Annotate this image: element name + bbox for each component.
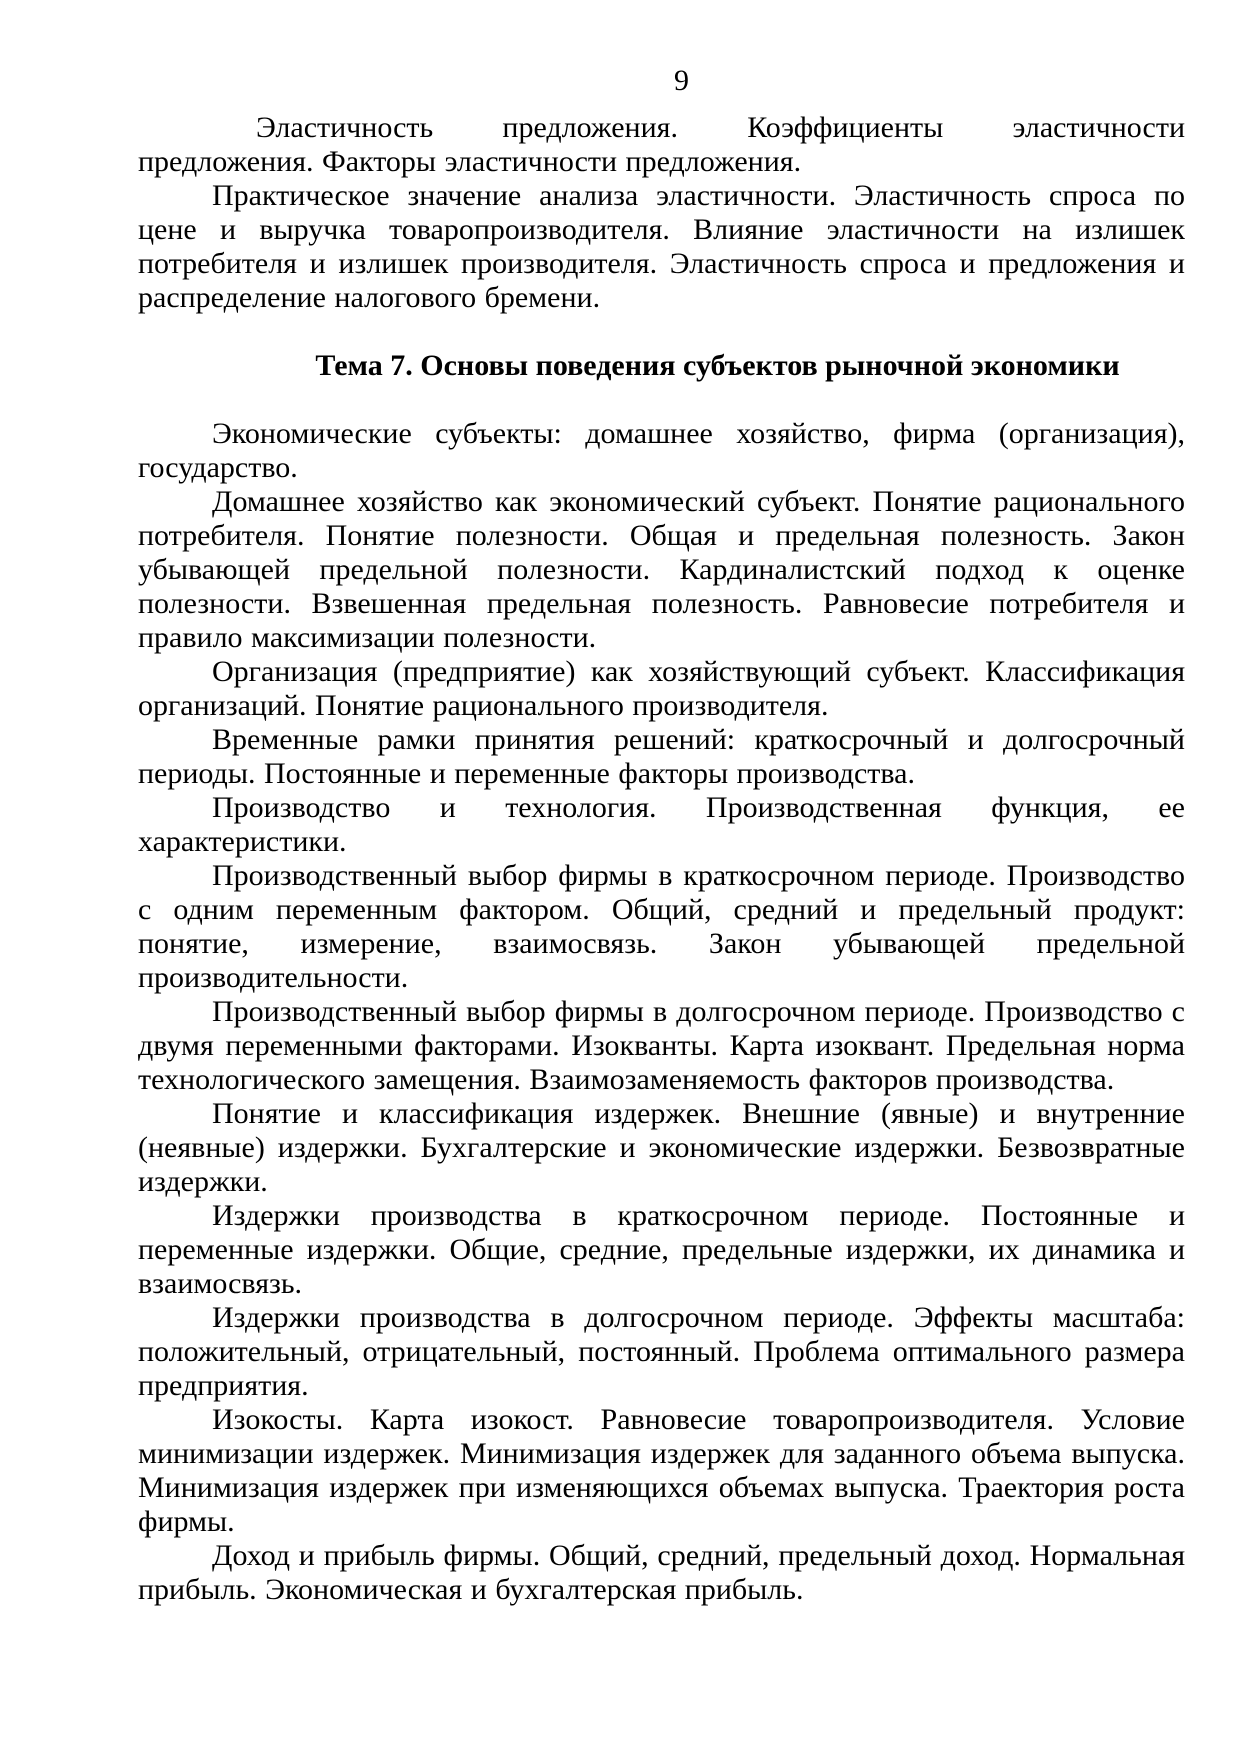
section-heading: Тема 7. Основы поведения субъектов рыночной экономики xyxy=(315,349,1120,382)
paragraph: Домашнее хозяйство как экономический субъект. Понятие рационального потребителя. Понятие полезности. Общая и предельная полезность. Закон убывающей предельной полезности. Кардиналистский подход к оценке полезности. Взвешенная предельная полезность. Равновесие потребителя и правило максимизации полезности. xyxy=(138,485,1185,654)
paragraph: Издержки производства в долгосрочном периоде. Эффекты масштаба: положительный, отрицательный, постоянный. Проблема оптимального размера предприятия. xyxy=(138,1301,1185,1402)
paragraph: Производство и технология. Производственная функция, ее характеристики. xyxy=(138,791,1185,858)
paragraph: Практическое значение анализа эластичности. Эластичность спроса по цене и выручка товаропроизводителя. Влияние эластичности на излишек потребителя и излишек производителя. Эластичность спроса и предложения и распределение налогового бремени. xyxy=(138,179,1185,314)
paragraph: Понятие и классификация издержек. Внешние (явные) и внутренние (неявные) издержки. Бухгалтерские и экономические издержки. Безвозвратные издержки. xyxy=(138,1097,1185,1198)
paragraph: Издержки производства в краткосрочном периоде. Постоянные и переменные издержки. Общие, средние, предельные издержки, их динамика и взаимосвязь. xyxy=(138,1199,1185,1300)
paragraph: Временные рамки принятия решений: краткосрочный и долгосрочный периоды. Постоянные и переменные факторы производства. xyxy=(138,723,1185,790)
paragraph: Доход и прибыль фирмы. Общий, средний, предельный доход. Нормальная прибыль. Экономическая и бухгалтерская прибыль. xyxy=(138,1539,1185,1606)
paragraph: Организация (предприятие) как хозяйствующий субъект. Классификация организаций. Понятие рационального производителя. xyxy=(138,655,1185,722)
paragraph: Эластичность предложения. Коэффициенты эластичности предложения. Факторы эластичности предложения. xyxy=(138,111,1185,178)
paragraph: Изокосты. Карта изокост. Равновесие товаропроизводителя. Условие минимизации издержек. Минимизация издержек для заданного объема выпуска. Минимизация издержек при изменяющихся объемах выпуска. Траектория роста фирмы. xyxy=(138,1403,1185,1538)
page-body xyxy=(138,111,1185,1607)
page-number: 9 xyxy=(674,64,689,97)
paragraph: Производственный выбор фирмы в долгосрочном периоде. Производство с двумя переменными факторами. Изокванты. Карта изоквант. Предельная норма технологического замещения. Взаимозаменяемость факторов производства. xyxy=(138,995,1185,1096)
paragraph: Экономические субъекты: домашнее хозяйство, фирма (организация), государство. xyxy=(138,417,1185,484)
paragraph: Производственный выбор фирмы в краткосрочном периоде. Производство с одним переменным фактором. Общий, средний и предельный продукт: понятие, измерение, взаимосвязь. Закон убывающей предельной производительности. xyxy=(138,859,1185,994)
